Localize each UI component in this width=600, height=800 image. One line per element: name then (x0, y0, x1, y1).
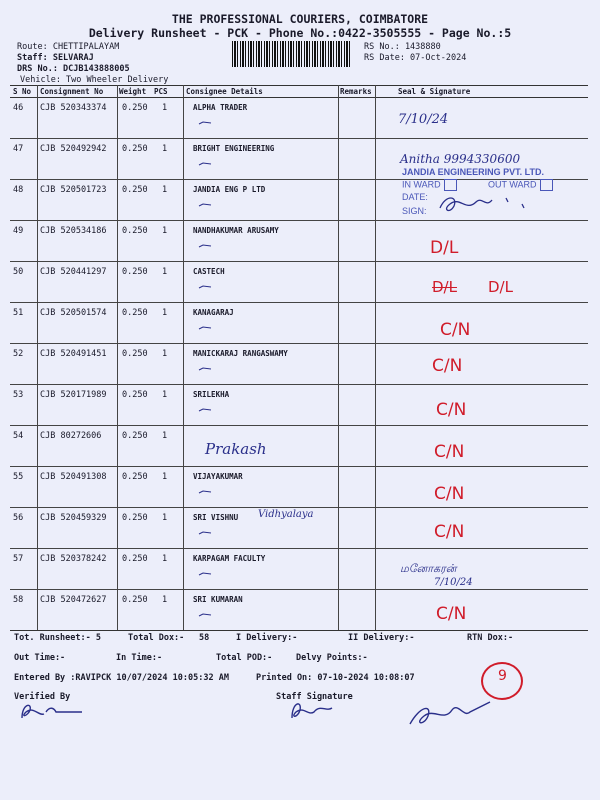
cell-sno: 50 (13, 267, 24, 277)
cell-consignee: BRIGHT ENGINEERING (193, 144, 275, 153)
table-bottom-line (10, 630, 588, 631)
cell-consignment: CJB 520472627 (40, 595, 107, 605)
cell-weight: 0.250 (122, 226, 148, 236)
cell-consignee: SRI VISHNU (193, 513, 239, 522)
cell-consignment: CJB 520459329 (40, 513, 107, 523)
cell-consignment: CJB 520491308 (40, 472, 107, 482)
cell-pcs: 1 (162, 144, 168, 154)
cn-mark: C/N (436, 400, 467, 420)
cell-consignment: CJB 520501723 (40, 185, 107, 195)
table-row (10, 344, 588, 385)
total-pod: Total POD:- (216, 653, 273, 663)
tick-mark (198, 120, 212, 126)
cell-pcs: 1 (162, 390, 168, 400)
rs-no-text: RS No.: 1438880 (364, 42, 441, 52)
barcode (232, 41, 350, 67)
cell-consignee: MANICKARAJ RANGASWAMY (193, 349, 288, 358)
table-row (10, 98, 588, 139)
col-header-pcs: PCS (154, 87, 168, 96)
cell-weight: 0.250 (122, 185, 148, 195)
col-header-consignment: Consignment No (40, 87, 104, 96)
cell-consignee: KARPAGAM FACULTY (193, 554, 266, 563)
col-header-weight: Weight (119, 87, 147, 96)
out-time: Out Time:- (14, 653, 66, 663)
cell-pcs: 1 (162, 226, 168, 236)
cell-weight: 0.250 (122, 267, 148, 277)
stamp-signature (436, 190, 556, 220)
rtn-dox: RTN Dox:- (467, 633, 514, 643)
circled-number: 9 (498, 668, 507, 684)
cell-consignment: CJB 520441297 (40, 267, 107, 277)
stamp-inward: IN WARD (402, 179, 457, 191)
cell-pcs: 1 (162, 431, 168, 441)
verified-signature (16, 698, 86, 726)
cell-sno: 52 (13, 349, 24, 359)
total-dox-value: 58 (199, 633, 210, 643)
cell-consignment: CJB 520491451 (40, 349, 107, 359)
cell-weight: 0.250 (122, 144, 148, 154)
cell-pcs: 1 (162, 349, 168, 359)
handwritten-name: Vidhyalaya (258, 509, 314, 520)
receiver-signature (404, 698, 496, 732)
cell-pcs: 1 (162, 472, 168, 482)
cell-consignee: VIJAYAKUMAR (193, 472, 243, 481)
runsheet-subtitle: Delivery Runsheet - PCK - Phone No.:0422-3505555 - Page No.:5 (88, 26, 512, 40)
cell-sno: 49 (13, 226, 24, 236)
route-text: Route: CHETTIPALAYAM (17, 42, 120, 52)
handwritten-date: 7/10/24 (434, 577, 473, 588)
cn-mark: C/N (432, 356, 463, 376)
cell-sno: 56 (13, 513, 24, 523)
table-row (10, 549, 588, 590)
cell-consignee: JANDIA ENG P LTD (193, 185, 266, 194)
stamp-date: DATE: (402, 192, 428, 202)
table-row (10, 426, 588, 467)
tick-mark (198, 161, 212, 167)
col-header-consignee: Consignee Details (186, 87, 263, 96)
printed-on: Printed On: 07-10-2024 10:08:07 (256, 673, 415, 683)
tick-mark (198, 243, 212, 249)
tick-mark (198, 612, 212, 618)
stamp-sign: SIGN: (402, 206, 427, 216)
cell-pcs: 1 (162, 308, 168, 318)
delivered-mark: D/L (430, 238, 459, 258)
cn-mark: C/N (436, 604, 467, 624)
delivered-mark: D/L (488, 278, 513, 296)
cell-consignment: CJB 80272606 (40, 431, 102, 441)
tick-mark (198, 530, 212, 536)
cell-weight: 0.250 (122, 595, 148, 605)
cell-weight: 0.250 (122, 554, 148, 564)
total-dox-label: Total Dox:- (128, 633, 185, 643)
table-row (10, 303, 588, 344)
cn-mark: C/N (434, 522, 465, 542)
cell-sno: 58 (13, 595, 24, 605)
cell-consignee: NANDHAKUMAR ARUSAMY (193, 226, 279, 235)
cell-sno: 47 (13, 144, 24, 154)
cell-sno: 57 (13, 554, 24, 564)
ii-delivery: II Delivery:- (348, 633, 415, 643)
table-row (10, 385, 588, 426)
entered-by: Entered By :RAVIPCK 10/07/2024 10:05:32 AM (14, 673, 229, 683)
staff-text: Staff: SELVARAJ (17, 53, 94, 63)
handwritten-date: 7/10/24 (398, 112, 449, 127)
cell-weight: 0.250 (122, 390, 148, 400)
cell-sno: 48 (13, 185, 24, 195)
cell-consignee: KANAGARAJ (193, 308, 234, 317)
tick-mark (198, 571, 212, 577)
stamp-company-name: JANDIA ENGINEERING PVT. LTD. (402, 167, 545, 177)
handwritten-name: Prakash (205, 440, 267, 458)
cell-consignment: CJB 520378242 (40, 554, 107, 564)
table-row (10, 467, 588, 508)
cell-sno: 55 (13, 472, 24, 482)
col-header-sno: S No (13, 87, 32, 96)
cell-weight: 0.250 (122, 103, 148, 113)
i-delivery: I Delivery:- (236, 633, 298, 643)
cell-sno: 51 (13, 308, 24, 318)
tick-mark (198, 489, 212, 495)
handwritten-name-phone: Anitha 9994330600 (400, 152, 521, 166)
cn-mark: C/N (440, 320, 471, 340)
cn-mark: C/N (434, 442, 465, 462)
staff-signature (288, 698, 348, 724)
cell-pcs: 1 (162, 267, 168, 277)
cell-consignee: ALPHA TRADER (193, 103, 248, 112)
tick-mark (198, 366, 212, 372)
vehicle-text: Vehicle: Two Wheeler Delivery (20, 75, 169, 85)
cell-weight: 0.250 (122, 513, 148, 523)
rs-date-text: RS Date: 07-Oct-2024 (364, 53, 467, 63)
cell-consignment: CJB 520492942 (40, 144, 107, 154)
cell-consignee: CASTECH (193, 267, 225, 276)
handwritten-name: மனோகரன் (400, 562, 457, 575)
cell-consignment: CJB 520501574 (40, 308, 107, 318)
struck-mark: D/L (432, 278, 457, 296)
cell-pcs: 1 (162, 185, 168, 195)
drs-text: DRS No.: DCJB143888005 (17, 64, 130, 74)
tick-mark (198, 407, 212, 413)
cell-consignment: CJB 520171989 (40, 390, 107, 400)
cell-consignee: SRI KUMARAN (193, 595, 243, 604)
cell-sno: 54 (13, 431, 24, 441)
cell-weight: 0.250 (122, 431, 148, 441)
tick-mark (198, 325, 212, 331)
cell-pcs: 1 (162, 513, 168, 523)
cell-weight: 0.250 (122, 349, 148, 359)
staff-signature-label: Staff Signature (276, 692, 353, 702)
delvy-points: Delvy Points:- (296, 653, 368, 663)
cell-sno: 53 (13, 390, 24, 400)
tick-mark (198, 202, 212, 208)
col-header-seal: Seal & Signature (398, 87, 471, 96)
table-row (10, 221, 588, 262)
cell-consignee: SRILEKHA (193, 390, 230, 399)
cell-pcs: 1 (162, 103, 168, 113)
stamp-outward: OUT WARD (488, 179, 553, 191)
cell-consignment: CJB 520343374 (40, 103, 107, 113)
cell-pcs: 1 (162, 554, 168, 564)
cell-pcs: 1 (162, 595, 168, 605)
cn-mark: C/N (434, 484, 465, 504)
table-top-line (10, 85, 588, 86)
cell-sno: 46 (13, 103, 24, 113)
table-row (10, 590, 588, 631)
verified-by-label: Verified By (14, 692, 71, 702)
cell-weight: 0.250 (122, 308, 148, 318)
tot-runsheet: Tot. Runsheet:- 5 (14, 633, 101, 643)
tick-mark (198, 284, 212, 290)
cell-consignment: CJB 520534186 (40, 226, 107, 236)
company-title: THE PROFESSIONAL COURIERS, COIMBATORE (171, 12, 429, 26)
col-header-remarks: Remarks (340, 87, 372, 96)
cell-weight: 0.250 (122, 472, 148, 482)
in-time: In Time:- (116, 653, 163, 663)
